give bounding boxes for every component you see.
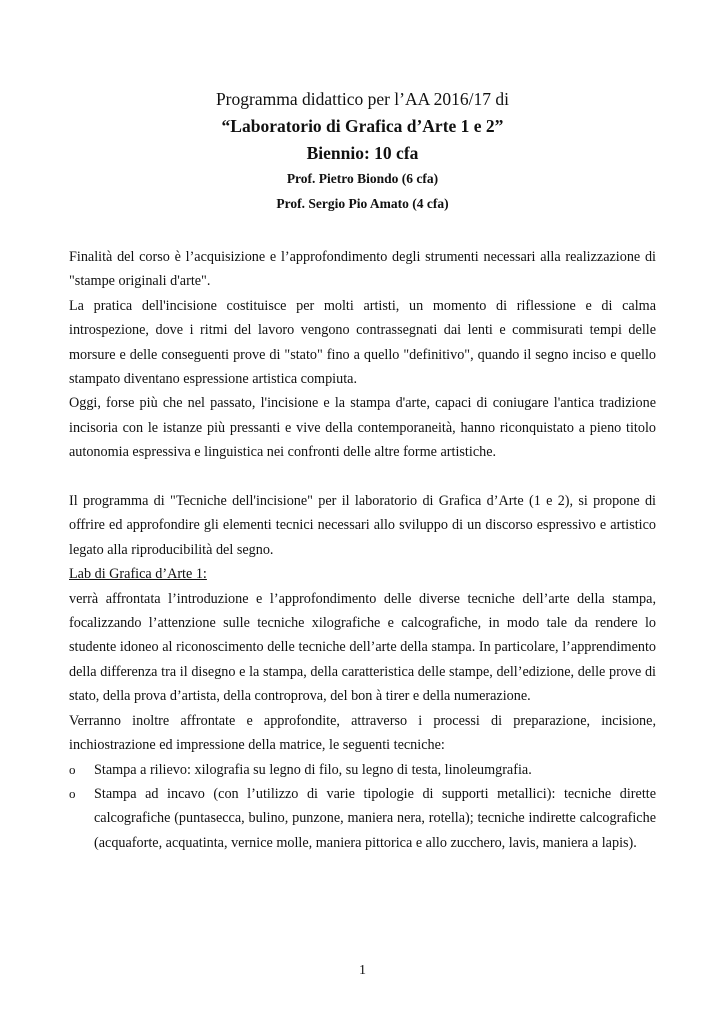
document-body bbox=[69, 245, 656, 855]
paragraph-practice: La pratica dell'incisione costituisce per molti artisti, un momento di riflessione e di calma introspezione, dove i ritmi del lavoro vengono contrassegnati dai lenti e commisurati tempi delle morsure e delle conseguenti prove di "stato" fino a quello "definitivo", quando il segno inciso e quello stampato diventano espressione artistica compiuta. bbox=[69, 297, 656, 388]
program-title: Programma didattico per l’AA 2016/17 di bbox=[215, 89, 510, 109]
list-item-text: Stampa ad incavo (con l’utilizzo di varie tipologie di supporti metallici): tecniche dirette calcografiche (puntasecca, bulino, punzone, maniera nera, rotella); tecniche indirette calcografiche (acquaforte, acquatinta, vernice molle, maniera pittorica e allo zucchero, lavis, maniera a lapis). bbox=[94, 785, 656, 851]
professor-1: Prof. Pietro Biondo (6 cfa) bbox=[286, 171, 439, 186]
paragraph-today: Oggi, forse più che nel passato, l'incisione e la stampa d'arte, capaci di coniugare l'antica tradizione incisoria con le istanze più pressanti e vive della contemporaneità, hanno riconquistato a pieno titolo autonomia espressiva e linguistica nei confronti delle altre forme artistiche. bbox=[69, 395, 656, 461]
techniques-list bbox=[69, 758, 656, 856]
paragraph-lab1: verrà affrontata l’introduzione e l’approfondimento delle diverse tecniche dell’arte della stampa, focalizzando l’attenzione sulle tecniche xilografiche e calcografiche, in modo tale da rendere lo studente idoneo al riconoscimento delle tecniche dell’arte della stampa. In particolare, l’apprendimento della differenza tra il disegno e la stampa, della caratteristica delle stampe, dell’edizione, delle prove di stato, della prova d’artista, della controprova, del bon à tirer e della numerazione. bbox=[69, 590, 656, 705]
bullet-marker: o bbox=[69, 761, 76, 777]
course-title: “Laboratorio di Grafica d’Arte 1 e 2” bbox=[221, 116, 504, 136]
paragraph-techniques: Verranno inoltre affrontate e approfondite, attraverso i processi di preparazione, incisione, inchiostrazione ed impressione della matrice, le seguenti tecniche: bbox=[69, 712, 656, 754]
list-item-text: Stampa a rilievo: xilografia su legno di filo, su legno di testa, linoleumgrafia. bbox=[94, 761, 532, 778]
paragraph-gap bbox=[69, 465, 656, 489]
bullet-marker: o bbox=[69, 785, 76, 801]
list-item bbox=[69, 782, 656, 855]
lab-heading: Lab di Grafica d’Arte 1: bbox=[69, 566, 207, 583]
page-number: 1 bbox=[359, 963, 366, 978]
paragraph-purpose: Finalità del corso è l’acquisizione e l’approfondimento degli strumenti necessari alla realizzazione di "stampe originali d'arte". bbox=[69, 249, 656, 290]
biennio-credits: Biennio: 10 cfa bbox=[306, 143, 419, 163]
list-item bbox=[69, 758, 656, 782]
document-header bbox=[0, 86, 725, 216]
professor-2: Prof. Sergio Pio Amato (4 cfa) bbox=[276, 196, 449, 211]
paragraph-program: Il programma di "Tecniche dell'incisione" per il laboratorio di Grafica d’Arte (1 e 2), si propone di offrire ed approfondire gli elementi tecnici necessari allo sviluppo di un discorso espressivo e artistico legato alla riproducibilità del segno. bbox=[69, 493, 656, 558]
